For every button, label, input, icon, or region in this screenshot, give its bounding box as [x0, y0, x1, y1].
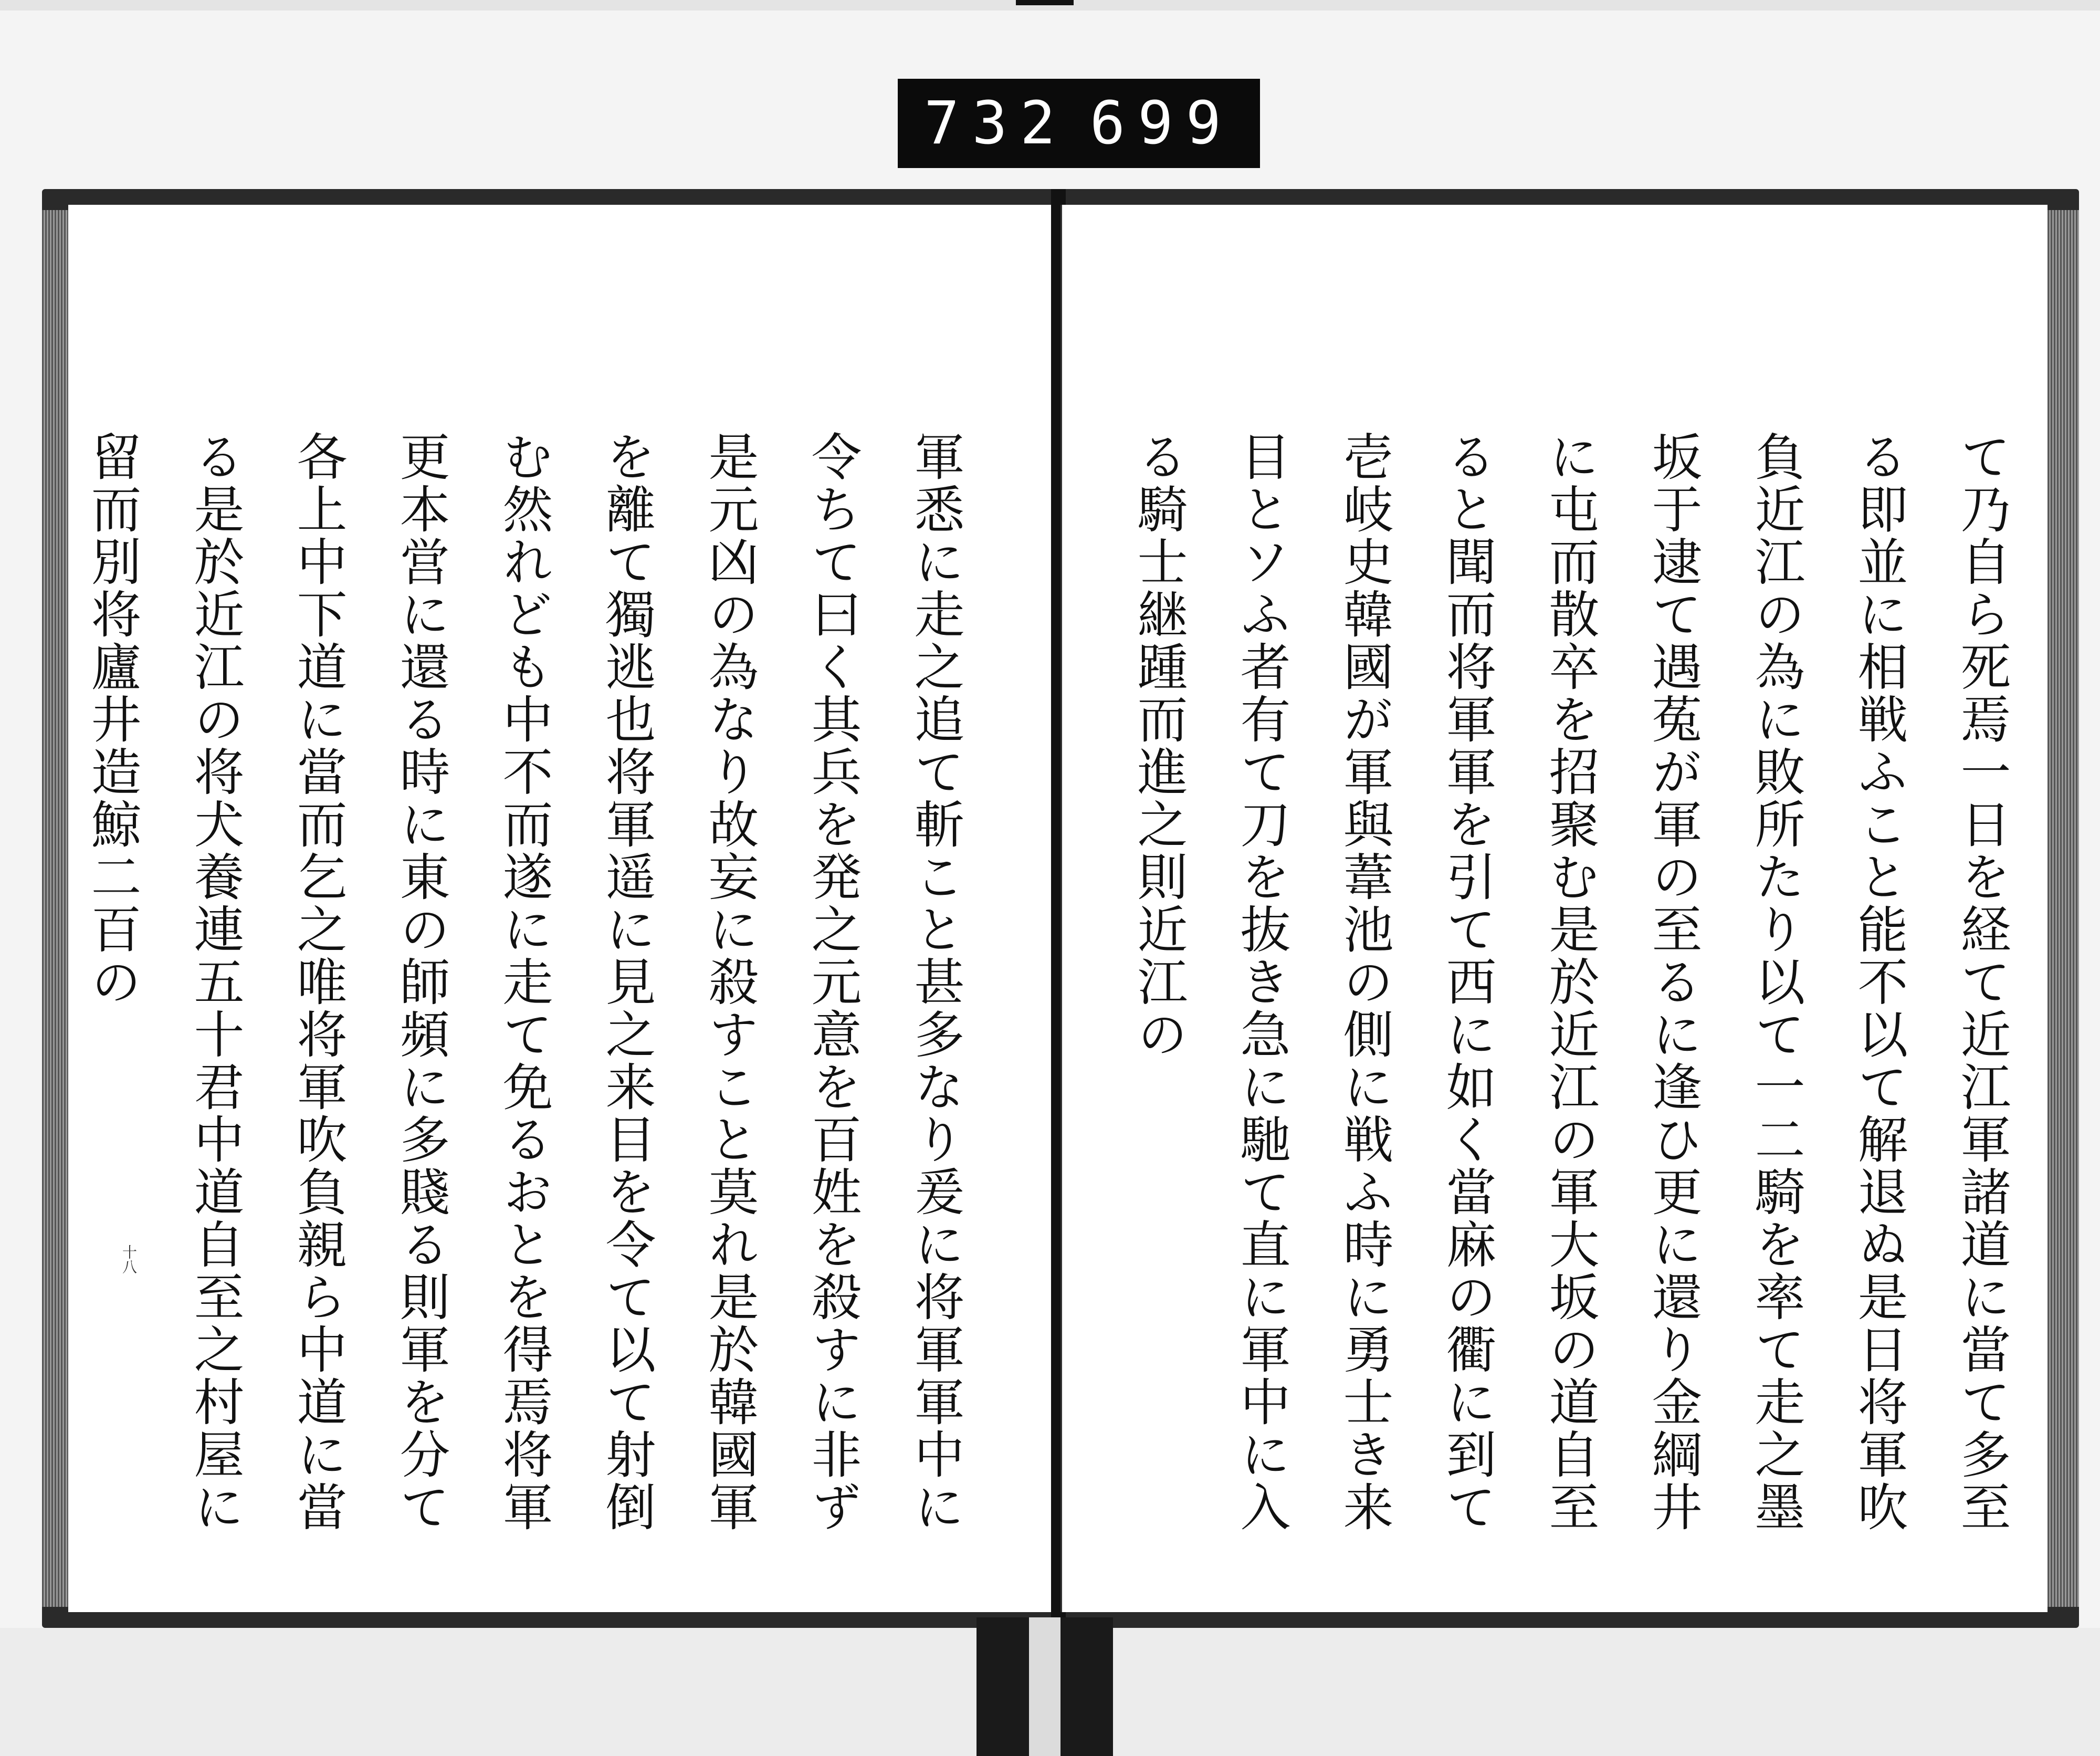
right-page-edges — [2048, 210, 2079, 1607]
right-page — [1060, 205, 2048, 1612]
left-page-text: 軍悉に走之追て斬こと甚多なり爰に将軍軍中に令ちて曰く其兵を発之元意を百姓を殺すに非ず是元凶の為なり故妄に殺すこと莫れ是於韓國軍を離て獨逃也将軍遥に見之来目を令て以て射倒む然れども中不而遂に走て免るおとを得焉将軍更本営に還る時に東の師頻に多賤る則軍を分て各上中下道に當而乞之唯将軍吹負親ら中道に當る是於近江の将犬養連五十君中道自至之村屋に留而別将廬井造鯨二百の — [83, 431, 965, 1533]
left-page — [68, 205, 1055, 1612]
call-number-label — [898, 79, 1260, 168]
open-book — [42, 189, 2079, 1628]
page-folio: 十八 — [120, 1245, 138, 1274]
call-number-right: 699 — [1089, 89, 1234, 158]
book-clip-gap — [1029, 1617, 1060, 1756]
right-page-text: て乃自ら死焉一日を経て近江軍諸道に當て多至る即並に相戦ふこと能不以て解退ぬ是日将軍吹負近江の為に敗所たり以て一二騎を率て走之墨坂于逮て遇菟が軍の至るに逢ひ更に還り金綱井に屯而散卒を招聚む是於近江の軍大坂の道自至ると聞而将軍軍を引て西に如く當麻の衢に到て壱岐史韓國が軍與葦池の側に戦ふ時に勇士き来目とソふ者有て刀を抜き急に馳て直に軍中に入る騎士継踵而進之則近江の — [1129, 431, 2011, 1533]
call-number-left: 732 — [924, 89, 1068, 158]
scanner-notch — [1016, 0, 1074, 5]
